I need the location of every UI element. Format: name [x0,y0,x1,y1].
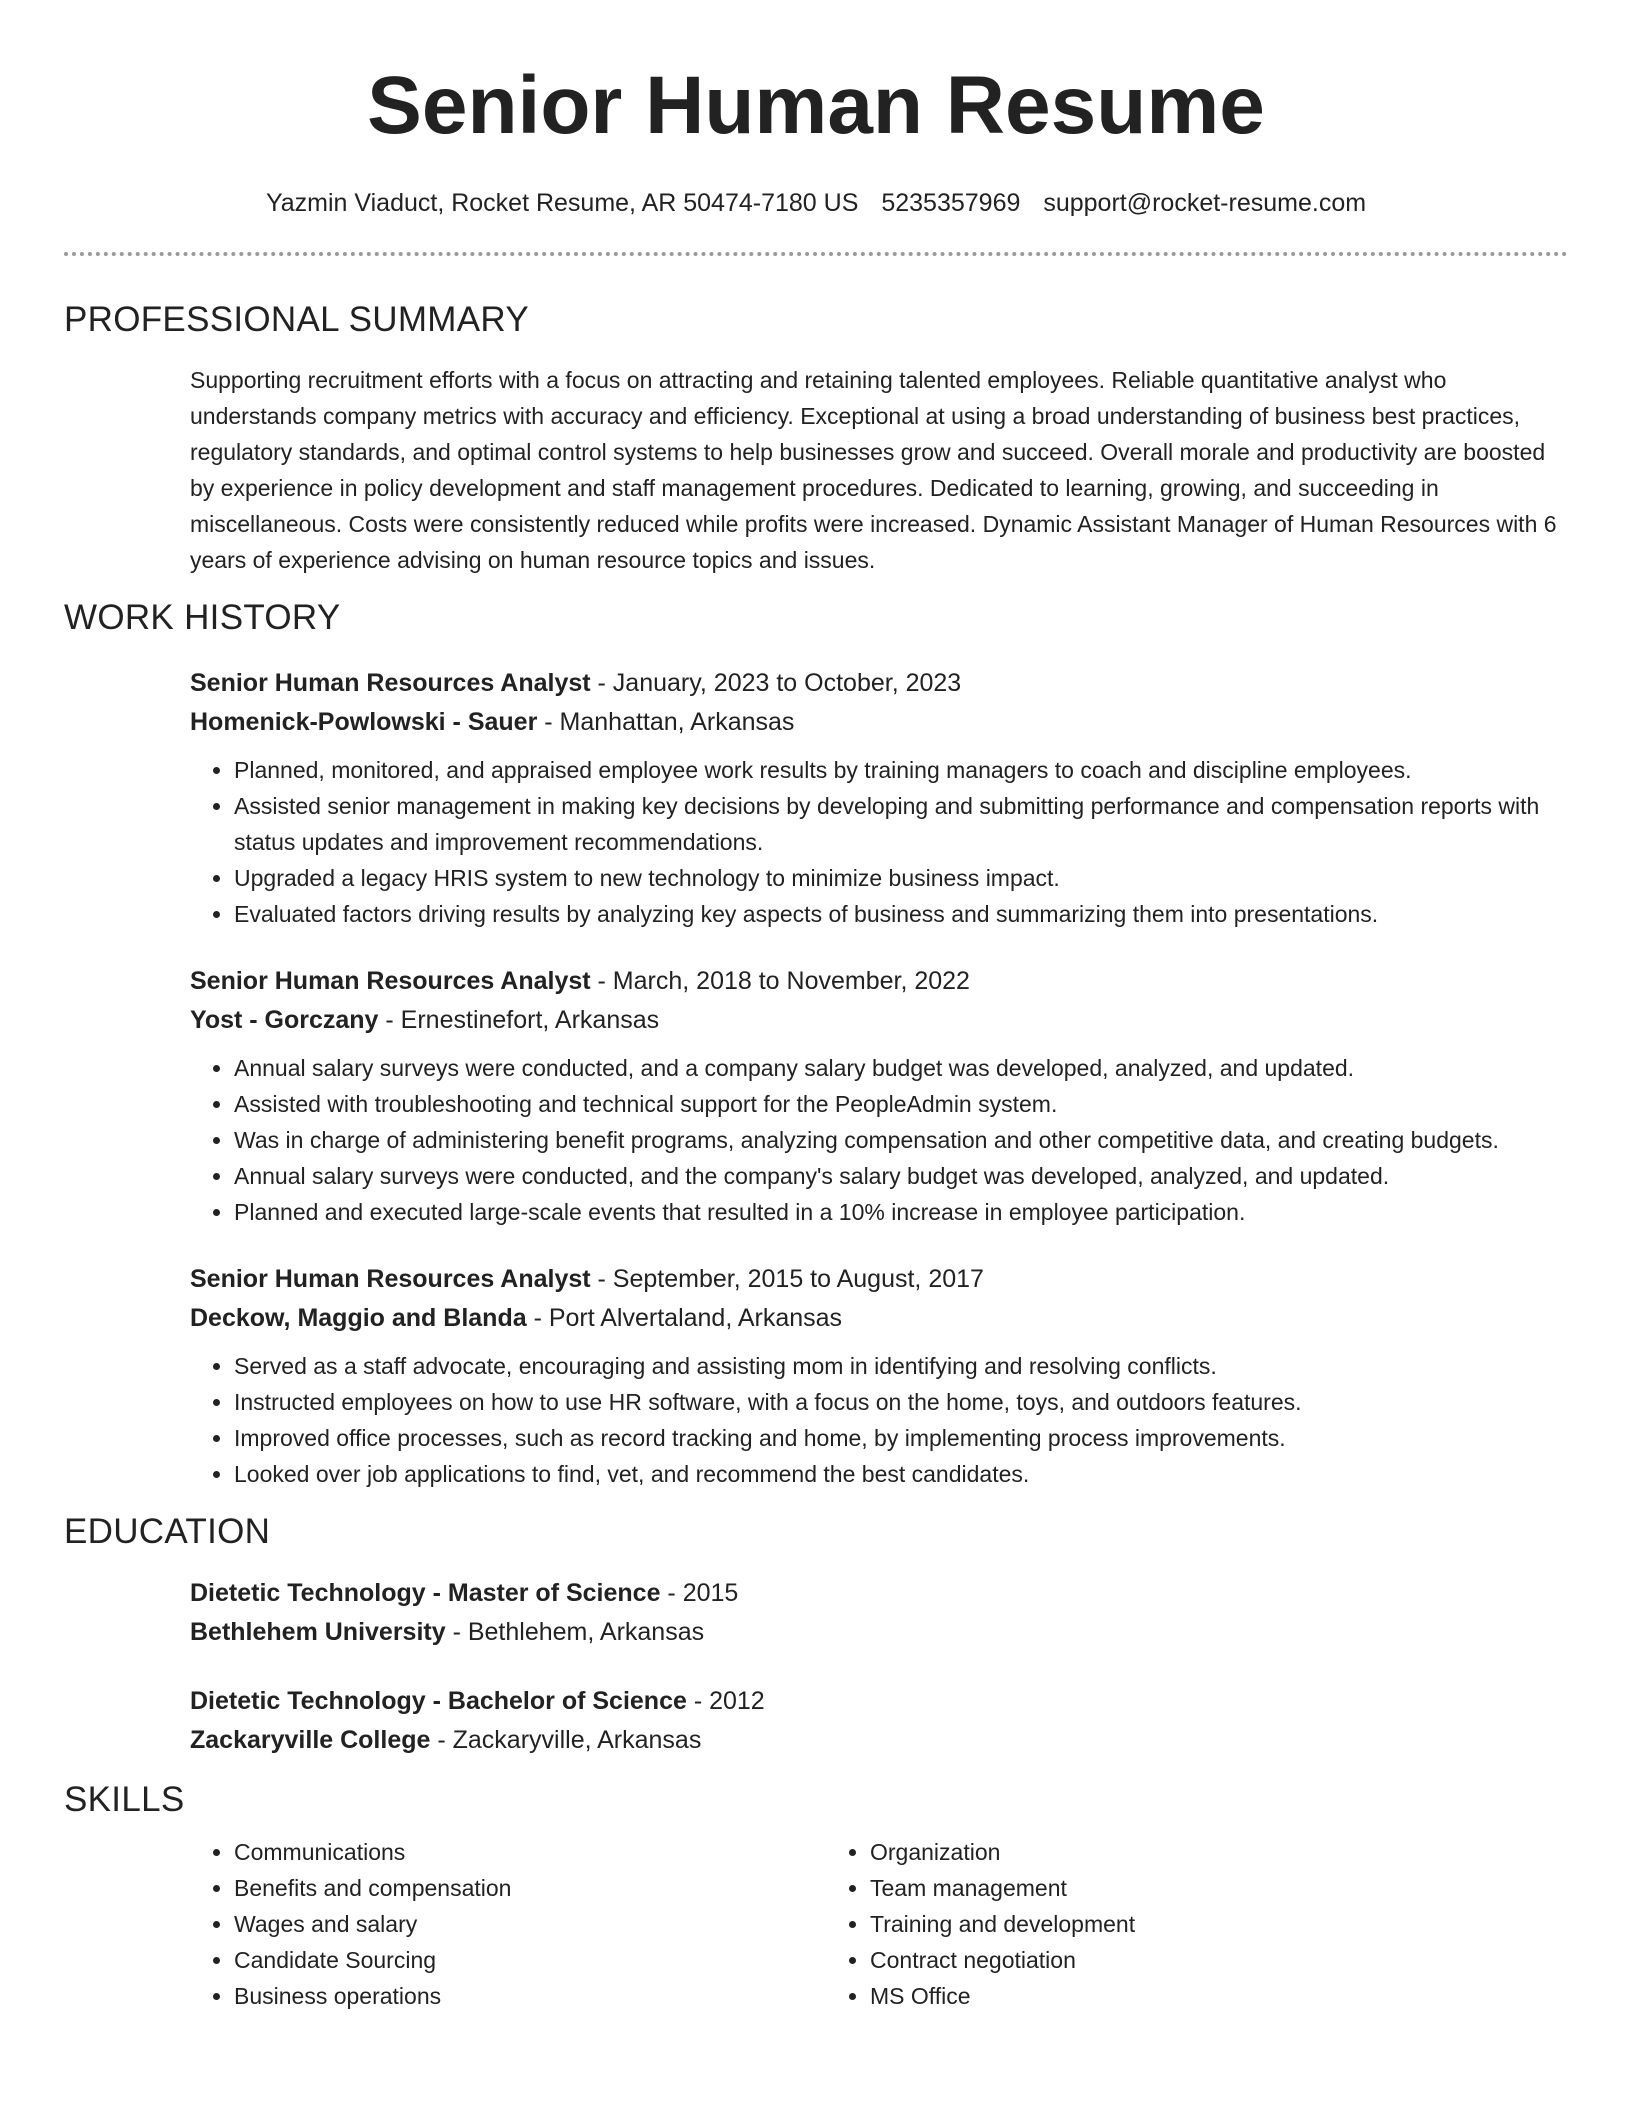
resume-title: Senior Human Resume [367,60,1265,151]
job-dates: - September, 2015 to August, 2017 [590,1265,984,1293]
job-company-line [190,1001,1568,1040]
skill-item: • Team management [870,1870,1462,1906]
education-list [190,1574,1568,1760]
job-entry [190,962,1568,1230]
work-history [190,664,1568,1492]
degree-line [190,1574,1568,1613]
job-location: - Port Alvertaland, Arkansas [526,1304,843,1332]
job-company: Deckow, Maggio and Blanda [190,1304,527,1332]
job-title-line [190,1260,1568,1299]
section-heading-work-history: WORK HISTORY [64,598,341,637]
job-bullets [190,752,1568,932]
school-line [190,1721,1568,1760]
section-heading-skills: SKILLS [64,1780,185,1819]
skills-column-left [190,1834,826,2014]
job-bullet: • Improved office processes, such as record tracking and home, by implementing process improvements. [234,1420,1568,1456]
degree-year: - 2015 [660,1579,739,1607]
education-entry [190,1574,1568,1652]
skill-item: • MS Office [870,1978,1462,2014]
job-bullet: • Assisted senior management in making key decisions by developing and submitting performance and compensation reports with status updates and improvement recommendations. [234,788,1568,860]
skill-item: • Communications [234,1834,826,1870]
skill-item: • Contract negotiation [870,1942,1462,1978]
skill-item: • Organization [870,1834,1462,1870]
job-bullet: • Served as a staff advocate, encouraging and assisting mom in identifying and resolving conflicts. [234,1348,1568,1384]
job-bullet: • Upgraded a legacy HRIS system to new technology to minimize business impact. [234,860,1568,896]
contact-email: support@rocket-resume.com [1043,189,1367,217]
job-dates: - March, 2018 to November, 2022 [590,967,970,995]
job-company: Homenick-Powlowski - Sauer [190,708,538,736]
job-title-line [190,962,1568,1001]
job-entry [190,664,1568,932]
job-bullet: • Planned and executed large-scale events that resulted in a 10% increase in employee participation. [234,1194,1568,1230]
job-bullet: • Annual salary surveys were conducted, and the company's salary budget was developed, analyzed, and updated. [234,1158,1568,1194]
school: Zackaryville College [190,1726,431,1754]
job-bullet: • Annual salary surveys were conducted, and a company salary budget was developed, analyzed, and updated. [234,1050,1568,1086]
skill-item: • Candidate Sourcing [234,1942,826,1978]
job-title: Senior Human Resources Analyst [190,967,591,995]
job-title: Senior Human Resources Analyst [190,1265,591,1293]
degree: Dietetic Technology - Bachelor of Science [190,1687,687,1715]
education-entry [190,1682,1568,1760]
school: Bethlehem University [190,1618,446,1646]
degree: Dietetic Technology - Master of Science [190,1579,661,1607]
degree-year: - 2012 [686,1687,765,1715]
section-heading-education: EDUCATION [64,1512,271,1551]
skill-item: • Training and development [870,1906,1462,1942]
school-location: - Bethlehem, Arkansas [445,1618,705,1646]
contact-phone: 5235357969 [881,189,1021,217]
section-heading-summary: PROFESSIONAL SUMMARY [64,300,529,339]
skills-list [190,1834,1568,2014]
job-bullet: • Looked over job applications to find, vet, and recommend the best candidates. [234,1456,1568,1492]
skills-column-right [826,1834,1462,2014]
job-bullet: • Planned, monitored, and appraised employee work results by training managers to coach and discipline employees. [234,752,1568,788]
job-bullet: • Instructed employees on how to use HR software, with a focus on the home, toys, and outdoors features. [234,1384,1568,1420]
job-company-line [190,1299,1568,1338]
job-bullet: • Assisted with troubleshooting and technical support for the PeopleAdmin system. [234,1086,1568,1122]
job-title-line [190,664,1568,703]
school-line [190,1613,1568,1652]
degree-line [190,1682,1568,1721]
skill-item: • Benefits and compensation [234,1870,826,1906]
summary-text: Supporting recruitment efforts with a focus on attracting and retaining talented employees. Reliable quantitative analyst who understands company metrics with accuracy and efficiency. Exceptional at using a broad understanding of business best practices, regulatory standards, and optimal control systems to help businesses grow and succeed. Overall morale and productivity are boosted by experience in policy development and staff management procedures. Dedicated to learning, growing, and succeeding in miscellaneous. Costs were consistently reduced while profits were increased. Dynamic Assistant Manager of Human Resources with 6 years of experience advising on human resource topics and issues. [190,367,1557,573]
contact-line [64,186,1568,220]
job-bullets [190,1050,1568,1230]
job-dates: - January, 2023 to October, 2023 [590,669,962,697]
job-bullet: • Evaluated factors driving results by analyzing key aspects of business and summarizing them into presentations. [234,896,1568,932]
job-location: - Ernestinefort, Arkansas [378,1006,660,1034]
contact-address: Yazmin Viaduct, Rocket Resume, AR 50474-7180 US [265,189,859,217]
job-bullets [190,1348,1568,1492]
job-company-line [190,703,1568,742]
school-location: - Zackaryville, Arkansas [430,1726,702,1754]
job-entry [190,1260,1568,1492]
job-company: Yost - Gorczany [190,1006,379,1034]
job-bullet: • Was in charge of administering benefit programs, analyzing compensation and other competitive data, and creating budgets. [234,1122,1568,1158]
header-divider [64,252,1568,256]
skill-item: • Wages and salary [234,1906,826,1942]
skill-item: • Business operations [234,1978,826,2014]
job-title: Senior Human Resources Analyst [190,669,591,697]
job-location: - Manhattan, Arkansas [537,708,795,736]
